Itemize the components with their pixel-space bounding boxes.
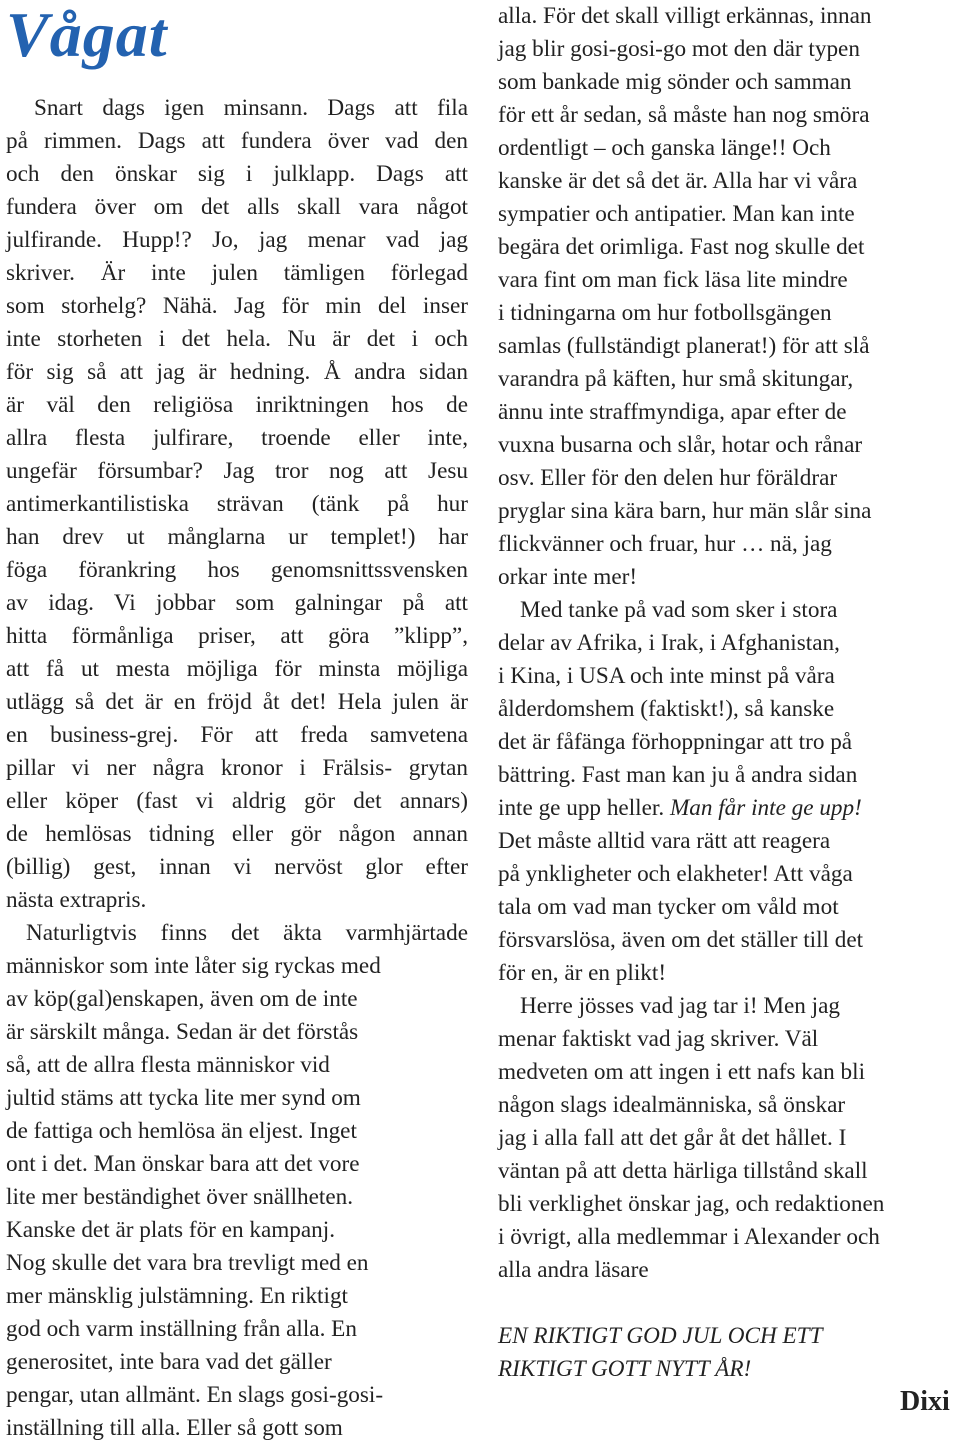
line-text: vara fint om man fick läsa lite mindre — [498, 267, 848, 293]
line-text: är väl den religiösa inriktningen hos de — [6, 392, 468, 418]
text-line — [498, 759, 956, 792]
text-line — [498, 99, 956, 132]
line-text: osv. Eller för den delen hur föräldrar — [498, 465, 838, 491]
line-text: Herre jösses vad jag tar i! Men jag — [520, 993, 841, 1019]
line-text: fundera över om det alls skall vara något — [6, 194, 468, 220]
line-text: bli verklighet önskar jag, och redaktionen — [498, 1191, 885, 1217]
greeting-line: EN RIKTIGT GOD JUL OCH ETT — [498, 1323, 823, 1349]
left-column — [6, 92, 468, 1445]
line-text: en business-grej. För att freda samvetena — [6, 722, 468, 748]
text-line — [6, 224, 468, 257]
text-line — [498, 528, 956, 561]
text-line — [498, 165, 956, 198]
text-line — [6, 785, 468, 818]
text-line — [6, 1016, 468, 1049]
text-line — [498, 363, 956, 396]
text-line — [498, 1155, 956, 1188]
line-text: orkar inte mer! — [498, 564, 638, 590]
line-text: människor som inte låter sig ryckas med — [6, 953, 381, 979]
line-text: alla andra läsare — [498, 1257, 649, 1283]
line-text: varandra på käften, hur små skitungar, — [498, 366, 854, 392]
line-text: julfirande. Hupp!? Jo, jag menar vad jag — [6, 227, 468, 253]
line-text: eller köper (fast vi aldrig gör det annars) — [6, 788, 468, 814]
line-text: delar av Afrika, i Irak, i Afghanistan, — [498, 630, 840, 656]
text-line — [6, 752, 468, 785]
text-line — [498, 1023, 956, 1056]
text-line — [498, 1089, 956, 1122]
text-line — [6, 389, 468, 422]
text-line — [6, 1412, 468, 1445]
line-text: hitta förmånliga priser, att göra ”klipp”, — [6, 623, 468, 649]
text-line — [6, 356, 468, 389]
line-text: i tidningarna om hur fotbollsgängen — [498, 300, 832, 326]
line-text: försvarslösa, även om det ställer till det — [498, 927, 864, 953]
text-line — [498, 627, 956, 660]
line-text: inställning till alla. Eller så gott som — [6, 1415, 343, 1441]
text-line — [498, 330, 956, 363]
text-line — [6, 1049, 468, 1082]
text-line — [498, 858, 956, 891]
line-text: sympatier och antipatier. Man kan inte — [498, 201, 855, 227]
text-line — [498, 297, 956, 330]
line-text: på ynkligheter och elakheter! Att våga — [498, 861, 853, 887]
line-text: skriver. Är inte julen tämligen förlegad — [6, 260, 468, 286]
text-line — [6, 851, 468, 884]
line-text: pengar, utan allmänt. En slags gosi-gosi- — [6, 1382, 384, 1408]
text-line — [498, 924, 956, 957]
text-line — [6, 950, 468, 983]
text-line — [6, 1247, 468, 1280]
text-line — [498, 462, 956, 495]
line-text: ordentligt – och ganska länge!! Och — [498, 135, 831, 161]
text-line — [6, 719, 468, 752]
line-text: antimerkantilistiska strävan (tänk på hur — [6, 491, 468, 517]
line-text: Med tanke på vad som sker i stora — [520, 597, 838, 623]
line-text: för sig så att jag är hedning. Å andra sidan — [6, 359, 468, 385]
text-line — [6, 1115, 468, 1148]
text-line — [6, 554, 468, 587]
line-text: mer mänsklig julstämning. En riktigt — [6, 1283, 348, 1309]
text-line — [6, 983, 468, 1016]
greeting-line: RIKTIGT GOTT NYTT ÅR! — [498, 1356, 752, 1382]
line-text: flickvänner och fruar, hur … nä, jag — [498, 531, 832, 557]
line-text: som storhelg? Nähä. Jag för min del inser — [6, 293, 468, 319]
text-line — [6, 1313, 468, 1346]
line-text: god och varm inställning från alla. En — [6, 1316, 357, 1342]
article-title: Vågat — [6, 0, 168, 70]
line-text: allra flesta julfirare, troende eller inte, — [6, 425, 468, 451]
greeting — [498, 1320, 956, 1386]
text-line — [498, 264, 956, 297]
line-text: begära det orimliga. Fast nog skulle det — [498, 234, 865, 260]
line-text: de fattiga och hemlösa än eljest. Inget — [6, 1118, 357, 1144]
line-text: han drev ut månglarna ur templet!) har — [6, 524, 468, 550]
line-text: generositet, inte bara vad det gäller — [6, 1349, 332, 1375]
line-text: menar faktiskt vad jag skriver. Väl — [498, 1026, 819, 1052]
right-column — [498, 0, 956, 1386]
line-text: de hemlösas tidning eller gör någon annan — [6, 821, 468, 847]
text-line — [6, 521, 468, 554]
text-line — [498, 561, 956, 594]
line-text: ålderdomshem (faktiskt!), så kanske — [498, 696, 835, 722]
text-line — [6, 158, 468, 191]
text-line — [498, 726, 956, 759]
text-line — [6, 884, 468, 917]
line-text: ungefär försumbar? Jag tror nog att Jesu — [6, 458, 468, 484]
line-text: ännu inte straffmyndiga, apar efter de — [498, 399, 847, 425]
line-text: Naturligtvis finns det äkta varmhjärtade — [26, 920, 468, 946]
spacer — [498, 1287, 956, 1320]
text-line — [6, 1379, 468, 1412]
text-line — [6, 488, 468, 521]
line-text: det är fåfänga förhoppningar att tro på — [498, 729, 853, 755]
text-line — [498, 1188, 956, 1221]
text-line — [498, 693, 956, 726]
text-line — [498, 66, 956, 99]
line-text: i Kina, i USA och inte minst på våra — [498, 663, 835, 689]
text-line — [6, 1148, 468, 1181]
text-line — [6, 290, 468, 323]
right-column-body — [498, 0, 956, 1287]
line-text: inte ge upp heller. — [498, 795, 670, 821]
text-line — [6, 653, 468, 686]
line-text: Snart dags igen minsann. Dags att fila — [34, 95, 468, 121]
text-line — [6, 257, 468, 290]
line-text: föga förankring hos genomsnittssvensken — [6, 557, 468, 583]
line-text: jag blir gosi-gosi-go mot den där typen — [498, 36, 860, 62]
line-text: av köp(gal)enskapen, även om de inte — [6, 986, 358, 1012]
text-line — [6, 1280, 468, 1313]
text-line — [498, 396, 956, 429]
line-text: kanske är det så det är. Alla har vi våra — [498, 168, 858, 194]
text-line — [6, 1346, 468, 1379]
line-text: så, att de allra flesta människor vid — [6, 1052, 330, 1078]
text-line — [498, 660, 956, 693]
line-text: är särskilt många. Sedan är det förstås — [6, 1019, 359, 1045]
line-text: att få ut mesta möjliga för minsta möjliga — [6, 656, 468, 682]
text-line — [6, 1214, 468, 1247]
line-text: vuxna busarna och slår, hotar och rånar — [498, 432, 863, 458]
text-line — [6, 455, 468, 488]
text-line — [6, 917, 468, 950]
text-line — [498, 33, 956, 66]
line-text: som bankade mig sönder och samman — [498, 69, 852, 95]
text-line — [498, 594, 956, 627]
line-text: av idag. Vi jobbar som galningar på att — [6, 590, 468, 616]
line-text: tala om vad man tycker om våld mot — [498, 894, 839, 920]
text-line — [6, 818, 468, 851]
text-line — [498, 1122, 956, 1155]
line-text: (billig) gest, innan vi nervöst glor efter — [6, 854, 468, 880]
line-text: ont i det. Man önskar bara att det vore — [6, 1151, 360, 1177]
text-line — [6, 92, 468, 125]
line-text: inte storheten i det hela. Nu är det i och — [6, 326, 468, 352]
line-text: Nog skulle det vara bra trevligt med en — [6, 1250, 369, 1276]
text-line — [6, 422, 468, 455]
line-text: i övrigt, alla medlemmar i Alexander och — [498, 1224, 880, 1250]
line-text: Kanske det är plats för en kampanj. — [6, 1217, 336, 1243]
text-line — [498, 957, 956, 990]
text-line — [498, 132, 956, 165]
text-line — [498, 1056, 956, 1089]
italic-text: Man får inte ge upp! — [669, 795, 862, 821]
line-text: utlägg så det är en fröjd åt det! Hela julen är — [6, 689, 468, 715]
text-line — [6, 1082, 468, 1115]
text-line — [498, 792, 956, 825]
line-text: Det måste alltid vara rätt att reagera — [498, 828, 831, 854]
signature: Dixi — [900, 1386, 950, 1417]
text-line — [498, 990, 956, 1023]
text-line — [498, 429, 956, 462]
line-text: medveten om att ingen i ett nafs kan bli — [498, 1059, 866, 1085]
text-line — [6, 1181, 468, 1214]
text-line — [498, 1254, 956, 1287]
line-text: och den önskar sig i julklapp. Dags att — [6, 161, 468, 187]
text-line — [6, 620, 468, 653]
text-line — [498, 495, 956, 528]
line-text: lite mer beständighet över snällheten. — [6, 1184, 354, 1210]
text-line — [6, 191, 468, 224]
line-text: jultid stäms att tycka lite mer synd om — [6, 1085, 361, 1111]
line-text: väntan på att detta härliga tillstånd skall — [498, 1158, 868, 1184]
line-text: pryglar sina kära barn, hur män slår sina — [498, 498, 872, 524]
text-line — [6, 587, 468, 620]
line-text: nästa extrapris. — [6, 887, 147, 913]
text-line — [6, 125, 468, 158]
line-text: samlas (fullständigt planerat!) för att slå — [498, 333, 870, 359]
line-text: för ett år sedan, så måste han nog smöra — [498, 102, 870, 128]
line-text: jag i alla fall att det går åt det hållet. I — [498, 1125, 847, 1151]
line-text: på rimmen. Dags att fundera över vad den — [6, 128, 468, 154]
line-text: för en, är en plikt! — [498, 960, 667, 986]
text-line — [498, 891, 956, 924]
text-line — [498, 825, 956, 858]
line-text: alla. För det skall villigt erkännas, innan — [498, 3, 872, 29]
line-text: bättring. Fast man kan ju å andra sidan — [498, 762, 858, 788]
text-line — [6, 323, 468, 356]
text-line — [498, 0, 956, 33]
line-text: någon slags idealmänniska, så önskar — [498, 1092, 846, 1118]
text-line — [498, 1221, 956, 1254]
line-text: pillar vi ner några kronor i Frälsis- grytan — [6, 755, 468, 781]
text-line — [498, 198, 956, 231]
text-line — [6, 686, 468, 719]
text-line — [498, 231, 956, 264]
